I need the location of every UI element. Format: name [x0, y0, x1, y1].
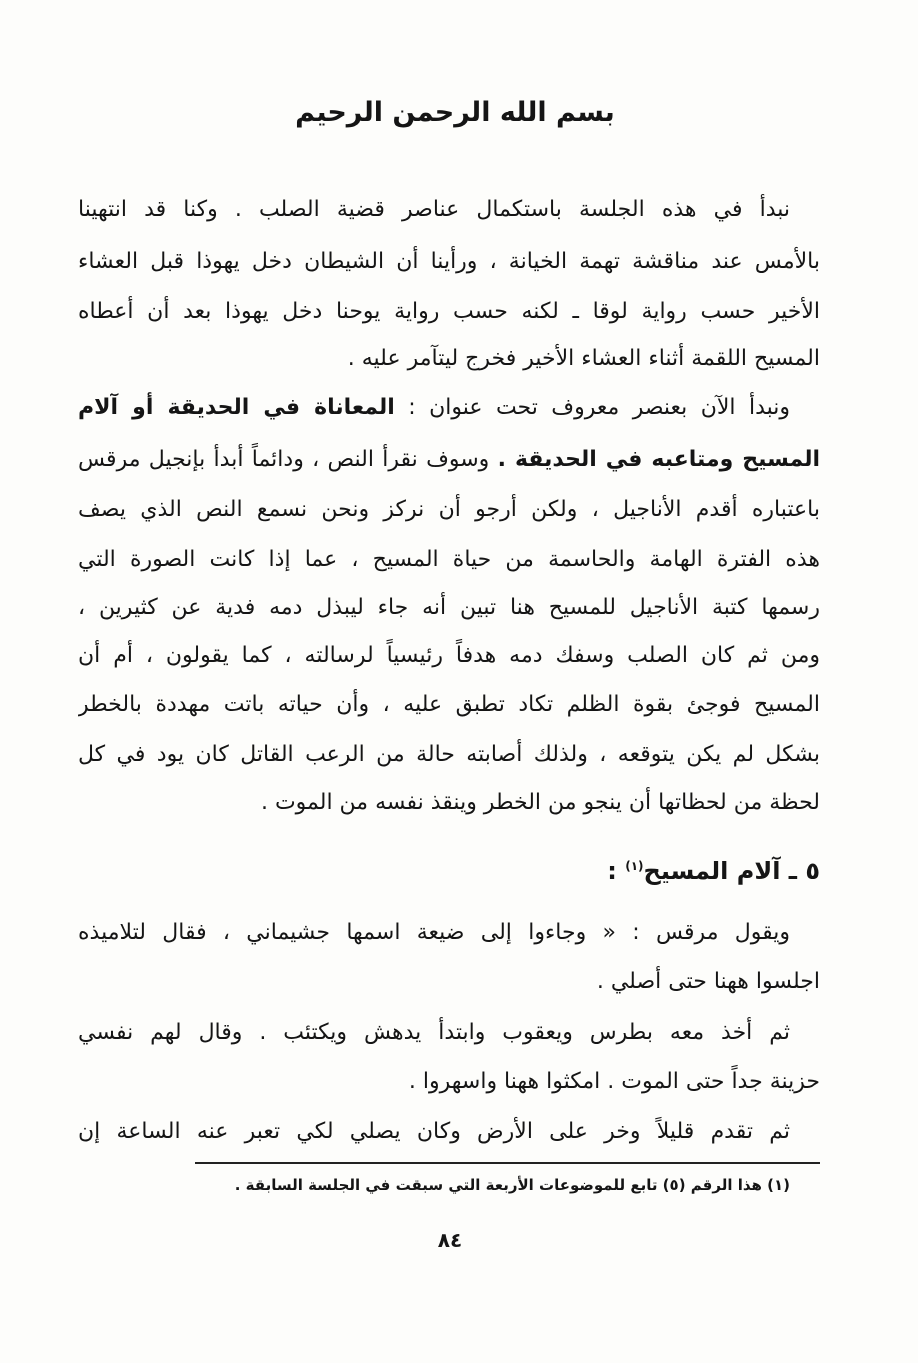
body-line: نبدأ في هذه الجلسة باستكمال عناصر قضية الصلب . وكنا قد انتهينا	[78, 197, 790, 222]
body-line: بالأمس عند مناقشة تهمة الخيانة ، ورأينا أن الشيطان دخل يهوذا قبل العشاء	[78, 249, 820, 274]
quote-line: اجلسوا ههنا حتى أصلي .	[596, 969, 820, 994]
quote-line: ثم تقدم قليلاً وخر على الأرض وكان يصلي لكي تعبر عنه الساعة إن	[78, 1119, 790, 1144]
body-line: هذه الفترة الهامة والحاسمة من حياة المسيح ، عما إذا كانت الصورة التي	[78, 547, 820, 572]
body-text: ونبدأ الآن بعنصر معروف تحت عنوان :	[408, 395, 790, 420]
body-line: بشكل لم يكن يتوقعه ، ولذلك أصابته حالة من الرعب القاتل كان يود في كل	[78, 742, 820, 767]
section-heading	[78, 846, 820, 896]
body-line: رسمها كتبة الأناجيل للمسيح هنا تبين أنه جاء ليبذل دمه فدية عن كثيرين ،	[78, 595, 820, 620]
footnote-mark: (١)	[625, 859, 644, 873]
bold-term: المسيح ومتاعبه في الحديقة .	[497, 447, 820, 472]
body-line: المسيح فوجئ بقوة الظلم تكاد تطبق عليه ، وأن حياته باتت مهددة بالخطر	[78, 692, 820, 717]
body-text: وسوف نقرأ النص ، ودائماً أبدأ بإنجيل مرقس	[78, 447, 490, 472]
heading-title: آلام المسيح	[643, 857, 781, 885]
page-number: ٨٤	[437, 1228, 463, 1252]
footnote-divider	[195, 1162, 820, 1164]
body-line	[78, 435, 820, 485]
quote-line: حزينة جداً حتى الموت . امكثوا ههنا واسهروا .	[408, 1069, 820, 1094]
body-line: لحظة من لحظاتها أن ينجو من الخطر وينقذ نفسه من الموت .	[260, 790, 820, 815]
quote-line: ويقول مرقس : « وجاءوا إلى ضيعة اسمها جشيماني ، فقال لتلاميذه	[78, 920, 790, 945]
bold-term: المعاناة في الحديقة أو آلام	[78, 395, 395, 420]
body-line: المسيح اللقمة أثناء العشاء الأخير فخرج ليتآمر عليه .	[347, 346, 820, 371]
body-line: باعتباره أقدم الأناجيل ، ولكن أرجو أن نركز ونحن نسمع النص الذي يصف	[78, 497, 820, 522]
body-line	[78, 383, 820, 433]
footnote: (١) هذا الرقم (٥) تابع للموضوعات الأربعة التي سبقت في الجلسة السابقة .	[234, 1176, 790, 1194]
heading-colon: :	[607, 857, 617, 885]
body-line: ومن ثم كان الصلب وسفك دمه هدفاً رئيسياً لرسالته ، كما يقولون ، أم أن	[78, 643, 820, 668]
heading-number: ٥ ـ	[788, 857, 820, 885]
page-title: بسم الله الرحمن الرحيم	[295, 97, 615, 128]
body-line: الأخير حسب رواية لوقا ـ لكنه حسب رواية يوحنا دخل يهوذا بعد أن أعطاه	[78, 299, 820, 324]
quote-line: ثم أخذ معه بطرس ويعقوب وابتدأ يدهش ويكتئب . وقال لهم نفسي	[78, 1020, 790, 1045]
